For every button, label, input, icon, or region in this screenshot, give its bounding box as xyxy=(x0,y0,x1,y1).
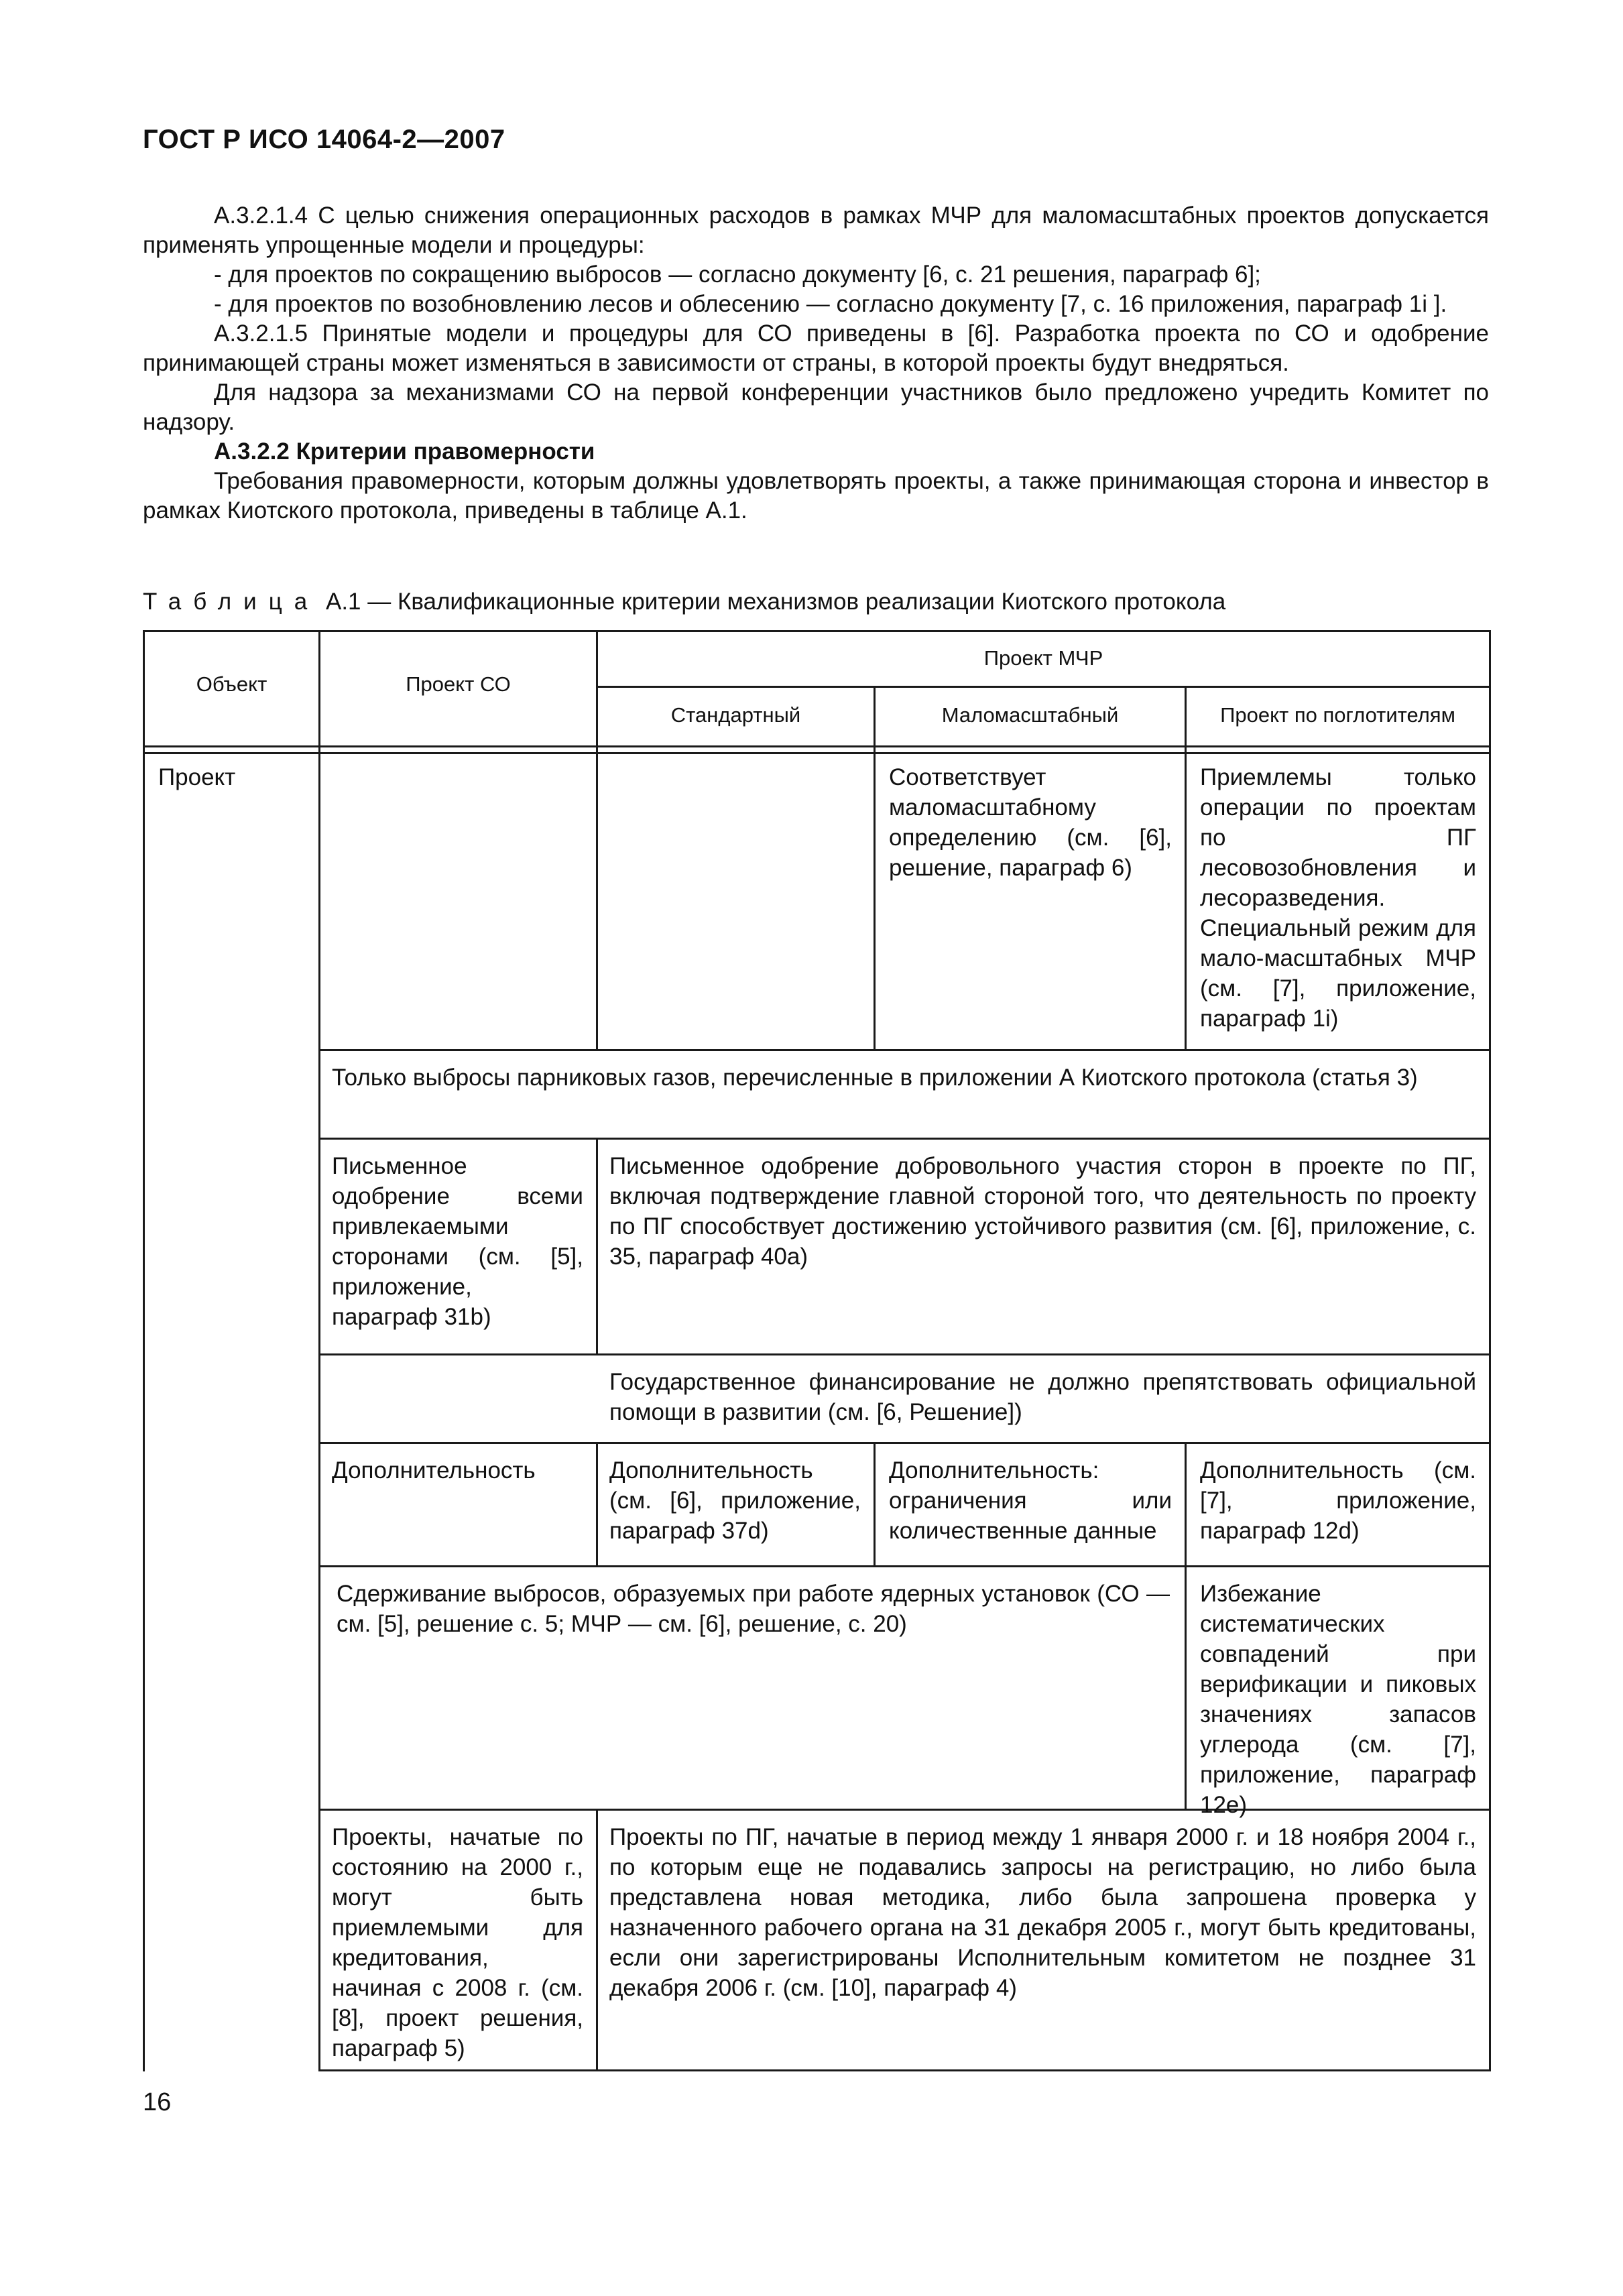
header-small-scale: Маломасштабный xyxy=(941,703,1119,727)
cell-standard-additionality: Дополнительность (см. [6], приложение, параграф 37d) xyxy=(609,1457,861,1544)
table-line xyxy=(596,1809,598,2071)
cell-cdm-early-projects: Проекты по ПГ, начатые в период между 1 января 2000 г. и 18 ноября 2004 г., по которым еще не подавались запросы на регистрацию, но либо была представлена новая методика, либо была запрошена проверка у назначенного рабочего органа на 31 декабря 2005 г., могут быть кредитованы, если они зарегистрированы Исполнительным комитетом не позднее 31 декабря 2006 г. (см. [10], параграф 4) xyxy=(609,1824,1476,2001)
paragraph-supervision: Для надзора за механизмами СО на первой конференции участников было предложено учредить Комитет по надзору. xyxy=(143,379,1489,435)
cell-nuclear-emissions: Сдерживание выбросов, образуемых при работе ядерных установок (СО — см. [5], решение с. 5; МЧР — см. [6], решение, с. 20) xyxy=(337,1581,1170,1637)
cell-ji-written-approval: Письменное одобрение всеми привлекаемыми сторонами (см. [5], приложение, параграф 31b) xyxy=(332,1153,583,1330)
table-line xyxy=(318,1353,1491,1355)
header-sinks: Проект по поглотителям xyxy=(1220,703,1455,727)
header-standard: Стандартный xyxy=(670,703,801,727)
document-header: ГОСТ Р ИСО 14064-2—2007 xyxy=(143,125,505,154)
page-number: 16 xyxy=(143,2088,172,2116)
table-line xyxy=(143,630,145,2071)
table-line xyxy=(1185,686,1187,1050)
table-line xyxy=(874,686,876,1050)
table-caption-label: Таблица xyxy=(143,589,320,615)
paragraph-requirements: Требования правомерности, которым должны удовлетворять проекты, а также принимающая сторона и инвестор в рамках Киотского протокола, приведены в таблице А.1. xyxy=(143,468,1489,524)
cell-ji-additionality: Дополнительность xyxy=(332,1457,536,1484)
header-ji-project: Проект СО xyxy=(406,672,511,696)
body-text xyxy=(143,201,1489,526)
cell-ji-early-projects: Проекты, начатые по состоянию на 2000 г., могут быть приемлемыми для кредитования, начиная с 2008 г. (см. [8], проект решения, параграф 5) xyxy=(332,1824,583,2061)
section-heading-a322: А.3.2.2 Критерии правомерности xyxy=(214,438,595,465)
table-line xyxy=(143,630,1491,632)
table-line xyxy=(874,1442,876,1567)
table-line xyxy=(318,1565,1491,1567)
cell-sinks-definition: Приемлемы только операции по проектам по ПГ лесовозобновления и лесоразведения. Специальный режим для мало-масштабных МЧР (см. [7], приложение, параграф 1i) xyxy=(1200,764,1476,1032)
paragraph-a3215: А.3.2.1.5 Принятые модели и процедуры для СО приведены в [6]. Разработка проекта по СО и одобрение принимающей страны может изменяться в зависимости от страны, в которой проекты будут внедряться. xyxy=(143,320,1489,376)
table-caption xyxy=(143,587,1489,617)
table-line xyxy=(596,1138,598,1355)
table-line xyxy=(318,2069,1491,2071)
table-line xyxy=(318,1138,1491,1140)
cell-cdm-written-approval: Письменное одобрение добровольного участия сторон в проекте по ПГ, включая подтверждение главной стороной того, что деятельность по проекту по ПГ способствует достижению устойчивого развития (см. [6], приложение, с. 35, параграф 40a) xyxy=(609,1153,1476,1270)
table-line xyxy=(596,686,1491,688)
paragraph-reforestation: - для проектов по возобновлению лесов и облесению — согласно документу [7, с. 16 приложения, параграф 1i ]. xyxy=(214,291,1447,317)
header-object: Объект xyxy=(196,672,267,696)
table-line xyxy=(143,752,1491,754)
table-line xyxy=(318,1049,1491,1051)
cell-ghg-only: Только выбросы парниковых газов, перечисленные в приложении А Киотского протокола (статья 3) xyxy=(332,1065,1418,1091)
cell-object-project: Проект xyxy=(158,764,236,790)
paragraph-a3214: А.3.2.1.4 С целью снижения операционных расходов в рамках МЧР для маломасштабных проектов допускается применять упрощенные модели и процедуры: xyxy=(143,202,1489,258)
table-line xyxy=(318,1442,1491,1444)
table-line xyxy=(143,745,1491,747)
table-line xyxy=(596,630,598,1050)
table-line xyxy=(1489,630,1491,2071)
header-cdm-project: Проект МЧР xyxy=(983,646,1103,670)
cell-small-scale-definition: Соответствует маломасштабному определению (см. [6], решение, параграф 6) xyxy=(889,764,1172,881)
table-line xyxy=(596,1442,598,1567)
cell-sinks-verification: Избежание систематических совпадений при верификации и пиковых значениях запасов углерода (см. [7], приложение, параграф 12e) xyxy=(1200,1581,1476,1818)
cell-small-additionality: Дополнительность: ограничения или количественные данные xyxy=(889,1457,1172,1544)
cell-sinks-additionality: Дополнительность (см. [7], приложение, параграф 12d) xyxy=(1200,1457,1476,1544)
table-line xyxy=(1185,1442,1187,1811)
cell-public-funding: Государственное финансирование не должно препятствовать официальной помощи в развитии (см. [6, Решение]) xyxy=(609,1369,1476,1425)
paragraph-reduction: - для проектов по сокращению выбросов — согласно документу [6, с. 21 решения, параграф 6]; xyxy=(214,261,1261,288)
table-caption-text: А.1 — Квалификационные критерии механизмов реализации Киотского протокола xyxy=(325,589,1226,615)
table-line xyxy=(318,630,320,2071)
